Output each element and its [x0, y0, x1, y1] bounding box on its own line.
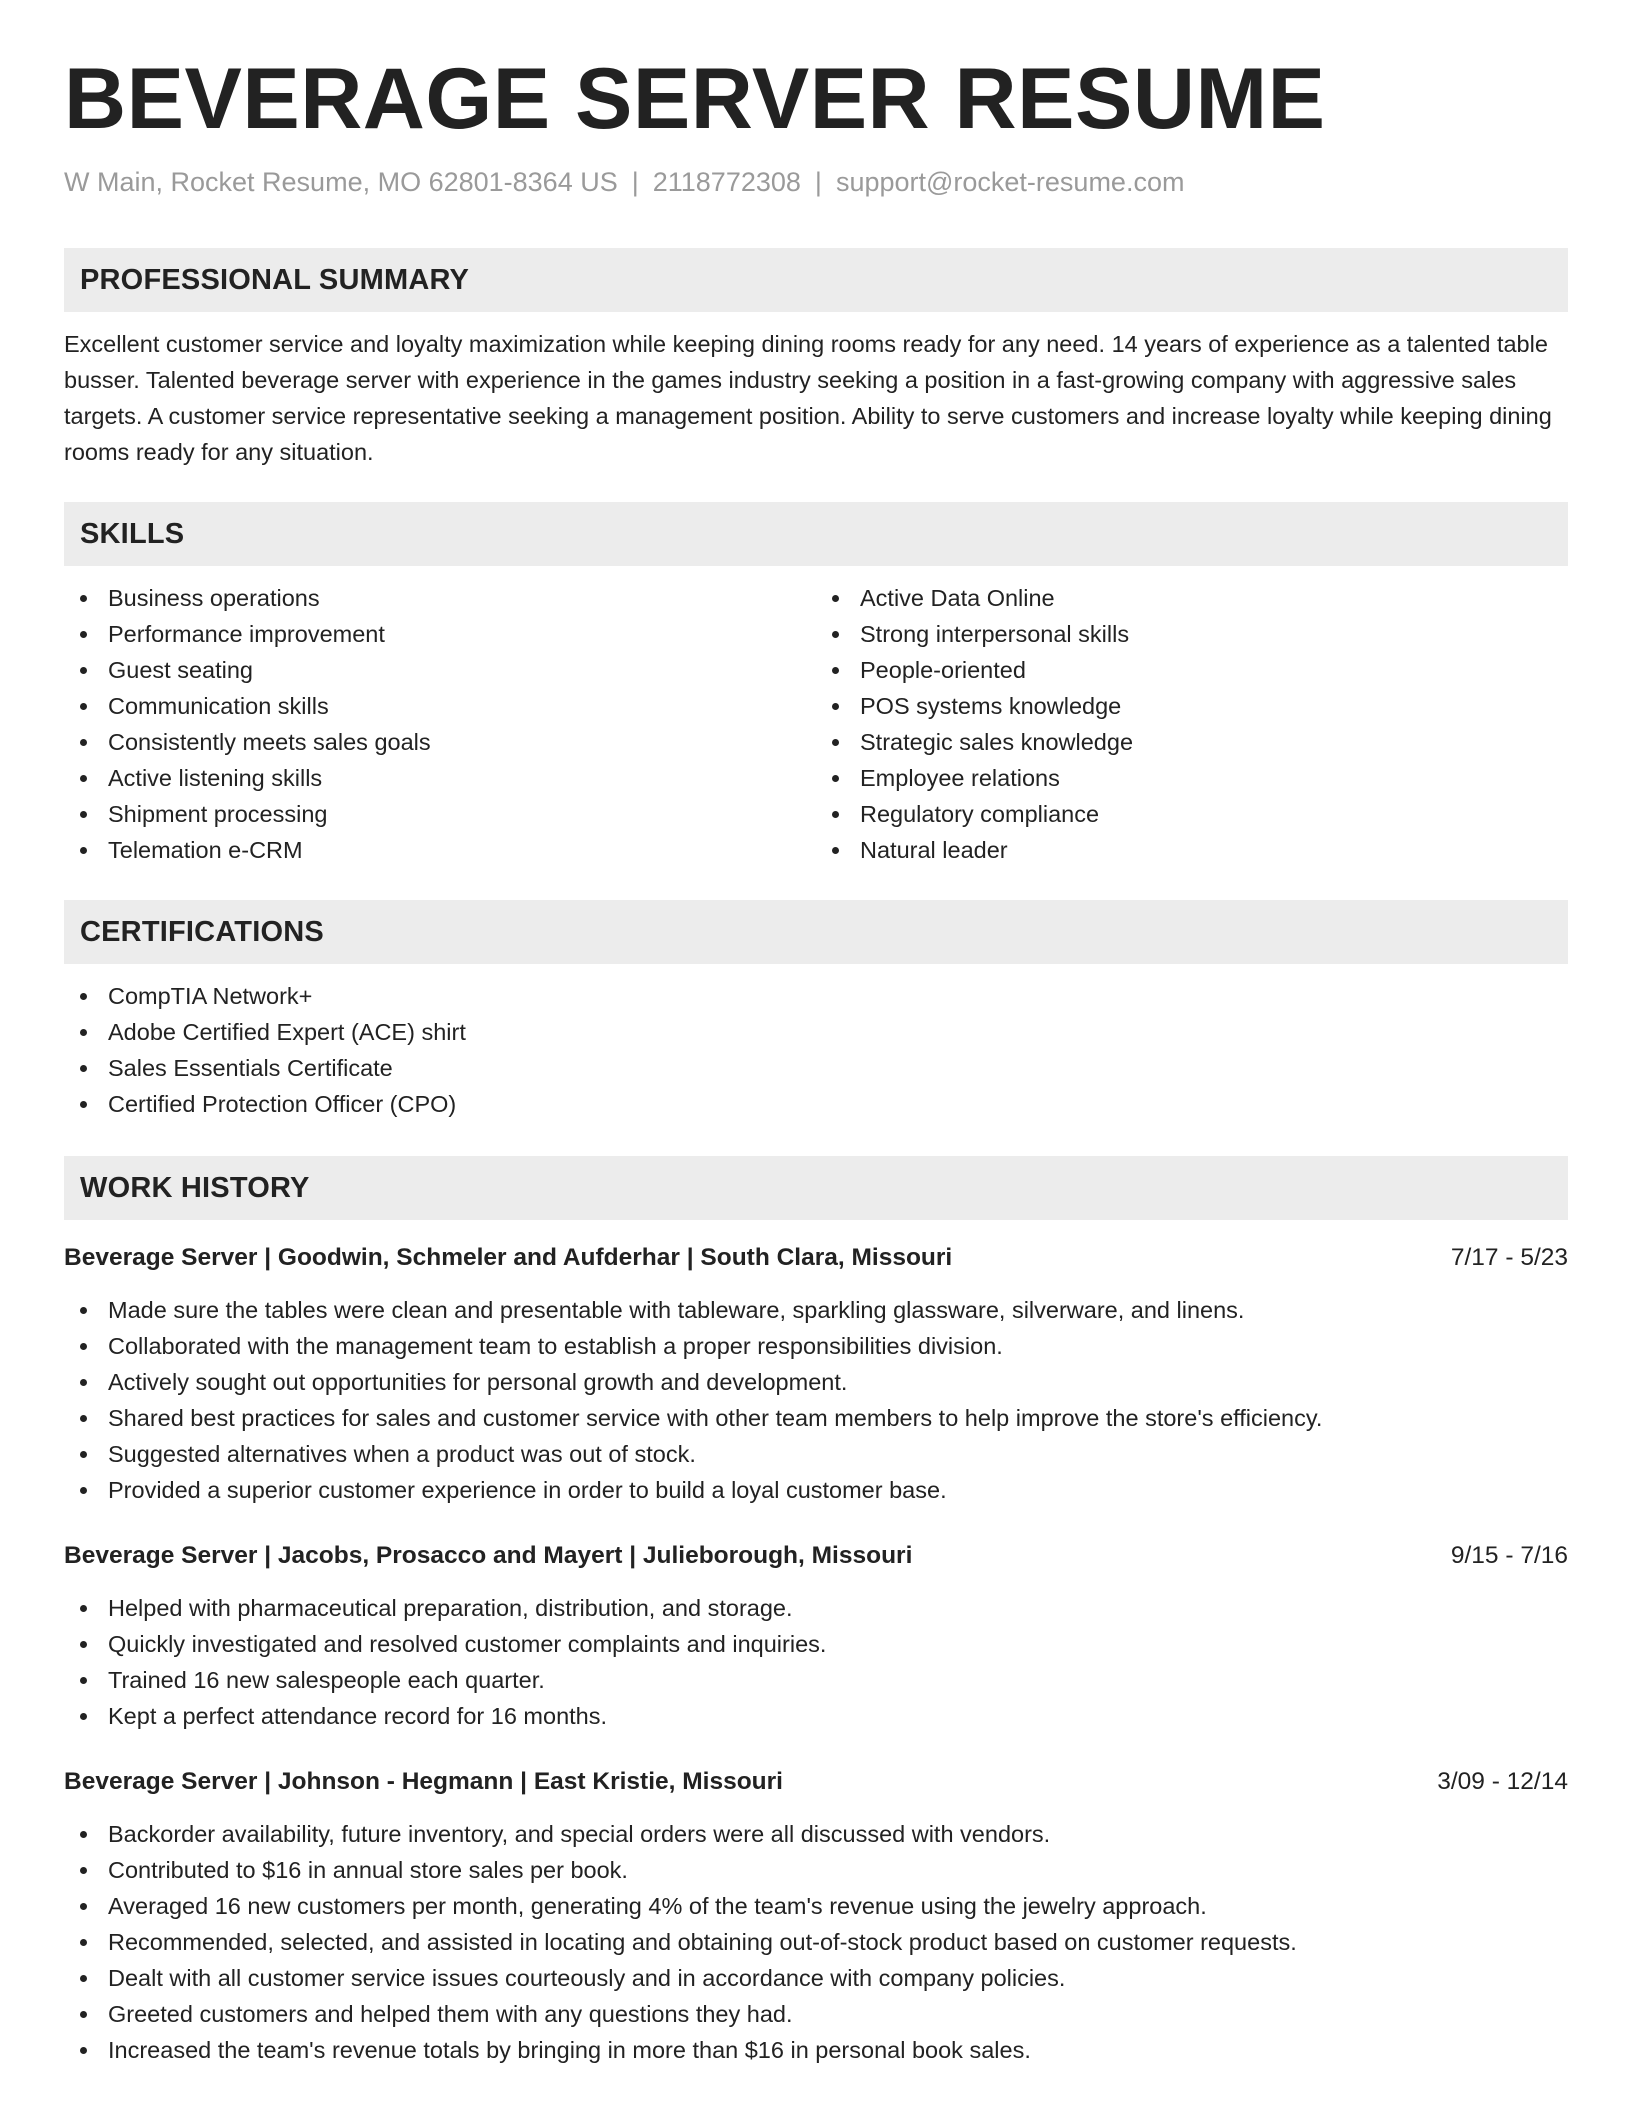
- job-entry: [64, 1538, 1568, 1734]
- job-title: Beverage Server | Jacobs, Prosacco and Mayert | Julieborough, Missouri: [64, 1541, 913, 1569]
- skills-list-left: [64, 580, 816, 868]
- job-bullet: Collaborated with the management team to establish a proper responsibilities division.: [64, 1328, 1568, 1364]
- skill-item: Performance improvement: [64, 616, 816, 652]
- job-bullet: Averaged 16 new customers per month, generating 4% of the team's revenue using the jewelry approach.: [64, 1888, 1568, 1924]
- skills-list-right: [816, 580, 1568, 868]
- job-bullets: [64, 1292, 1568, 1508]
- certifications-heading: CERTIFICATIONS: [64, 900, 1568, 964]
- certification-item: Certified Protection Officer (CPO): [64, 1086, 1568, 1122]
- skill-item: Regulatory compliance: [816, 796, 1568, 832]
- skill-item: Shipment processing: [64, 796, 816, 832]
- job-bullet: Trained 16 new salespeople each quarter.: [64, 1662, 1568, 1698]
- job-bullet: Made sure the tables were clean and presentable with tableware, sparkling glassware, silverware, and linens.: [64, 1292, 1568, 1328]
- job-bullets: [64, 1816, 1568, 2068]
- job-bullet: Quickly investigated and resolved customer complaints and inquiries.: [64, 1626, 1568, 1662]
- contact-email: support@rocket-resume.com: [835, 166, 1185, 197]
- summary-text: Excellent customer service and loyalty maximization while keeping dining rooms ready for any need. 14 years of experience as a talented table busser. Talented beverage server with experience in the games industry seeking a position in a fast-growing company with aggressive sales targets. A customer service representative seeking a management position. Ability to serve customers and increase loyalty while keeping dining rooms ready for any situation.: [64, 330, 1552, 465]
- resume-title: BEVERAGE SERVER RESUME: [64, 51, 1326, 147]
- skill-item: Telemation e-CRM: [64, 832, 816, 868]
- contact-phone: 2118772308: [652, 166, 801, 197]
- skill-item: People-oriented: [816, 652, 1568, 688]
- certification-item: Sales Essentials Certificate: [64, 1050, 1568, 1086]
- skill-item: Active Data Online: [816, 580, 1568, 616]
- certifications-list: [64, 978, 1568, 1122]
- job-bullet: Contributed to $16 in annual store sales per book.: [64, 1852, 1568, 1888]
- job-bullet: Helped with pharmaceutical preparation, distribution, and storage.: [64, 1590, 1568, 1626]
- contact-separator: |: [814, 166, 822, 197]
- skills-columns: [64, 580, 1568, 868]
- job-bullet: Shared best practices for sales and customer service with other team members to help improve the store's efficiency.: [64, 1400, 1568, 1436]
- skill-item: Active listening skills: [64, 760, 816, 796]
- skills-heading: SKILLS: [64, 502, 1568, 566]
- skill-item: Strategic sales knowledge: [816, 724, 1568, 760]
- certification-item: Adobe Certified Expert (ACE) shirt: [64, 1014, 1568, 1050]
- job-bullet: Suggested alternatives when a product was out of stock.: [64, 1436, 1568, 1472]
- contact-address: W Main, Rocket Resume, MO 62801-8364 US: [64, 166, 618, 197]
- job-dates: 3/09 - 12/14: [1437, 1767, 1568, 1795]
- skill-item: Business operations: [64, 580, 816, 616]
- skill-item: Guest seating: [64, 652, 816, 688]
- job-bullet: Greeted customers and helped them with any questions they had.: [64, 1996, 1568, 2032]
- skill-item: Communication skills: [64, 688, 816, 724]
- job-entry: [64, 1764, 1568, 2068]
- job-header: [64, 1764, 1568, 1800]
- job-header: [64, 1240, 1568, 1276]
- skill-item: POS systems knowledge: [816, 688, 1568, 724]
- job-title: Beverage Server | Goodwin, Schmeler and Aufderhar | South Clara, Missouri: [64, 1243, 953, 1271]
- certification-item: CompTIA Network+: [64, 978, 1568, 1014]
- job-entry: [64, 1240, 1568, 1508]
- job-bullet: Increased the team's revenue totals by bringing in more than $16 in personal book sales.: [64, 2032, 1568, 2068]
- job-bullet: Actively sought out opportunities for personal growth and development.: [64, 1364, 1568, 1400]
- skill-item: Consistently meets sales goals: [64, 724, 816, 760]
- contact-separator: |: [631, 166, 639, 197]
- skill-item: Natural leader: [816, 832, 1568, 868]
- job-dates: 7/17 - 5/23: [1450, 1243, 1568, 1271]
- job-bullets: [64, 1590, 1568, 1734]
- job-bullet: Backorder availability, future inventory, and special orders were all discussed with vendors.: [64, 1816, 1568, 1852]
- job-header: [64, 1538, 1568, 1574]
- job-bullet: Provided a superior customer experience in order to build a loyal customer base.: [64, 1472, 1568, 1508]
- contact-line: [64, 167, 1568, 198]
- skill-item: Strong interpersonal skills: [816, 616, 1568, 652]
- job-title: Beverage Server | Johnson - Hegmann | East Kristie, Missouri: [64, 1767, 783, 1795]
- job-dates: 9/15 - 7/16: [1450, 1541, 1568, 1569]
- summary-heading: PROFESSIONAL SUMMARY: [64, 248, 1568, 312]
- job-bullet: Kept a perfect attendance record for 16 months.: [64, 1698, 1568, 1734]
- work-history-heading: WORK HISTORY: [64, 1156, 1568, 1220]
- job-bullet: Recommended, selected, and assisted in locating and obtaining out-of-stock product based on customer requests.: [64, 1924, 1568, 1960]
- skill-item: Employee relations: [816, 760, 1568, 796]
- job-bullet: Dealt with all customer service issues courteously and in accordance with company policies.: [64, 1960, 1568, 1996]
